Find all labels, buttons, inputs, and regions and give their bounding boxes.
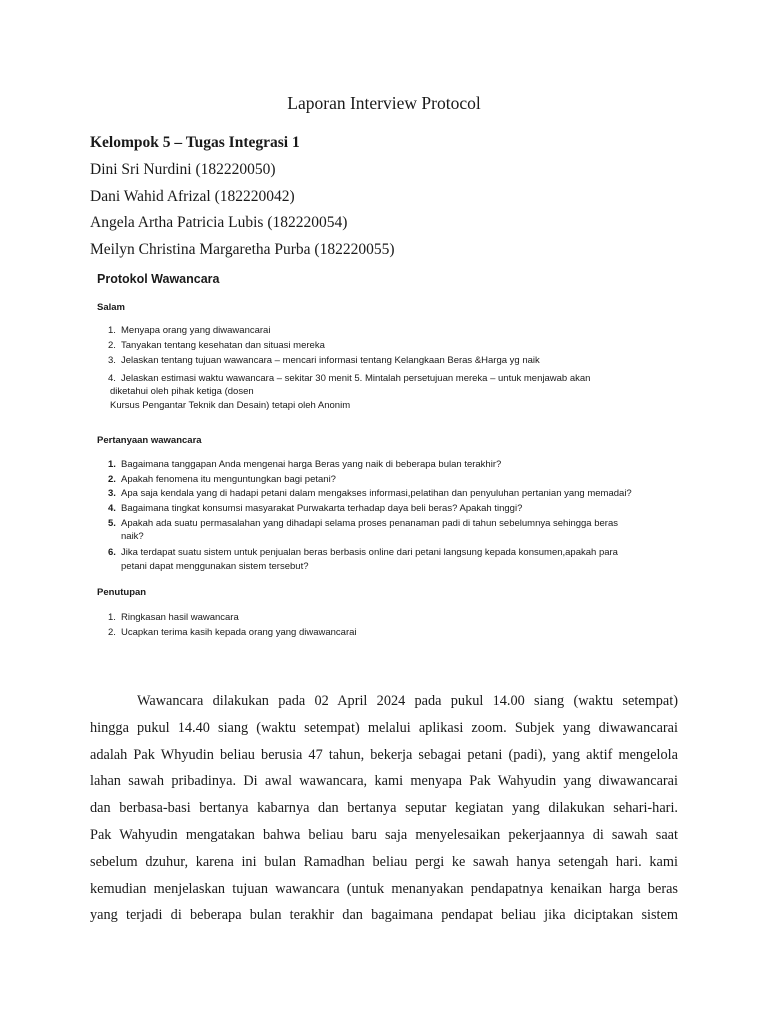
paragraph-line: lahan sawah pribadinya. Di awal wawancara, kami menyapa Pak Wahyudin yang diwawancarai [90,773,678,790]
document-title: Laporan Interview Protocol [287,93,481,113]
paragraph-line: adalah Pak Whyudin beliau berusia 47 tahun, bekerja sebagai petani (padi), yang aktif mengelola [90,746,678,763]
list-item: 1. Ringkasan hasil wawancara [108,612,239,623]
paragraph-line: Pak Wahyudin mengatakan bahwa beliau baru saja menyelesaikan pekerjaannya di sawah saat [90,826,678,843]
list-item-continuation: diketahui oleh pihak ketiga (dosen [110,386,254,397]
group-title: Kelompok 5 – Tugas Integrasi 1 [90,134,300,151]
section-heading-penutupan: Penutupan [97,587,147,598]
body-paragraph [90,688,678,929]
list-item: 6. Jika terdapat suatu sistem untuk penjualan beras berbasis online dari petani langsung kepada konsumen,apakah para [108,547,618,558]
list-item-continuation: Kursus Pengantar Teknik dan Desain) tetapi oleh Anonim [110,400,351,411]
list-item: 4. Bagaimana tingkat konsumsi masyarakat Purwakarta terhadap daya beli beras? Apakah tinggi? [108,503,523,514]
list-item: 3. Apa saja kendala yang di hadapi petani dalam mengakses informasi,pelatihan dan penyuluhan pertanian yang memadai? [108,488,632,499]
protocol-title: Protokol Wawancara [97,272,220,286]
paragraph-line: yang terjadi di beberapa bulan terakhir dan bagaimana pendapat beliau jika diciptakan sistem [90,907,678,924]
list-item: 1. Bagaimana tanggapan Anda mengenai harga Beras yang naik di beberapa bulan terakhir? [108,459,502,470]
paragraph-line: kemudian menjelaskan tujuan wawancara (untuk menanyakan pendapatnya kenaikan harga beras [90,880,678,897]
list-item: 3. Jelaskan tentang tujuan wawancara – mencari informasi tentang Kelangkaan Beras &Harga yg naik [108,355,540,366]
list-item: 4. Jelaskan estimasi waktu wawancara – sekitar 30 menit 5. Mintalah persetujuan mereka – untuk menjawab akan [108,373,591,384]
member-4: Meilyn Christina Margaretha Purba (182220055) [90,241,395,258]
list-item: 1. Menyapa orang yang diwawancarai [108,325,271,336]
list-item: 5. Apakah ada suatu permasalahan yang dihadapi selama proses penanaman padi di tahun sebelumnya sehingga beras [108,518,618,529]
member-2: Dani Wahid Afrizal (182220042) [90,188,295,205]
section-heading-salam: Salam [97,302,125,313]
member-1: Dini Sri Nurdini (182220050) [90,161,276,178]
paragraph-line: hingga pukul 14.40 siang (waktu setempat) melalui aplikasi zoom. Subjek yang diwawancarai [90,719,678,736]
paragraph-line: sebelum dzuhur, karena ini bulan Ramadhan beliau pergi ke sawah hanya setengah hari. kami [90,853,678,870]
list-item-continuation: petani dapat menggunakan sistem tersebut? [121,561,309,572]
member-3: Angela Artha Patricia Lubis (182220054) [90,214,348,231]
paragraph-line: dan berbasa-basi bertanya kabarnya dan bertanya seputar kegiatan yang dilakukan sehari-hari. [90,800,678,817]
list-item: 2. Apakah fenomena itu menguntungkan bagi petani? [108,474,336,485]
list-item: 2. Ucapkan terima kasih kepada orang yang diwawancarai [108,627,357,638]
list-item: 2. Tanyakan tentang kesehatan dan situasi mereka [108,340,325,351]
paragraph-line: Wawancara dilakukan pada 02 April 2024 pada pukul 14.00 siang (waktu setempat) [137,693,678,709]
list-item-continuation: naik? [121,531,144,542]
section-heading-pertanyaan: Pertanyaan wawancara [97,435,202,446]
